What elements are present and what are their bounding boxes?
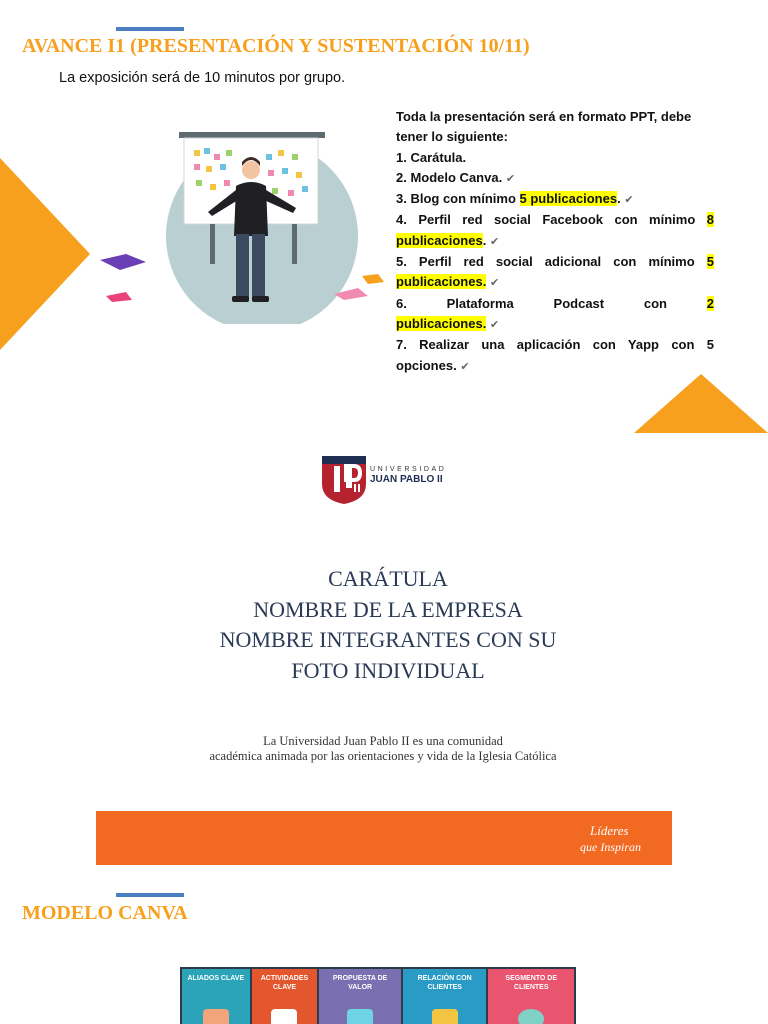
mission-line: académica animada por las orientaciones y vida de la Iglesia Católica <box>209 749 557 763</box>
canvas-block <box>403 969 487 1024</box>
title-accent-bar <box>116 27 184 31</box>
canvas-model-diagram <box>180 967 576 1024</box>
item-text: 5. Perfil red social adicional con mínimo <box>396 254 707 270</box>
highlighted-text: 8 publicaciones <box>396 212 714 248</box>
list-item <box>396 335 714 377</box>
canvas-block <box>182 969 250 1024</box>
list-item <box>396 294 714 336</box>
check-icon: ✔ <box>489 277 500 290</box>
canvas-block-label: RELACIÓN CON CLIENTES <box>417 975 472 991</box>
checklist-icon <box>271 1009 297 1024</box>
customer-icon <box>432 1009 458 1024</box>
canvas-block-label: ALIADOS CLAVE <box>187 975 245 982</box>
logo-text-name: JUAN PABLO II <box>370 474 443 485</box>
highlighted-text: 2 <box>706 295 714 311</box>
slide-modelo-canva <box>0 882 768 1024</box>
mission-line: La Universidad Juan Pablo II es una comunidad <box>263 734 503 748</box>
slide-title: MODELO CANVA <box>22 902 188 924</box>
cover-line: FOTO INDIVIDUAL <box>291 657 485 683</box>
check-icon: ✔ <box>489 235 500 248</box>
requirements-list <box>396 107 714 377</box>
title-accent-bar <box>116 893 184 897</box>
item-text: 7. Realizar una aplicación con Yapp con 5 opciones. <box>396 337 714 373</box>
item-text: 1. Carátula. <box>396 149 467 165</box>
canvas-block <box>252 969 318 1024</box>
diamond-icon <box>347 1009 373 1024</box>
mission-statement <box>0 734 766 764</box>
canvas-block <box>488 969 574 1024</box>
slide-avance <box>0 0 768 436</box>
canvas-block-label: PROPUESTA DE VALOR <box>332 975 388 991</box>
handshake-icon <box>203 1009 229 1024</box>
item-text: 3. Blog con mínimo <box>396 191 520 207</box>
university-logo-icon <box>320 452 368 504</box>
item-word: 6. <box>396 295 407 311</box>
pie-chart-icon <box>518 1009 544 1024</box>
canvas-block-label: SEGMENTO DE CLIENTES <box>505 975 558 991</box>
item-text: . <box>482 232 487 248</box>
slide-subtitle: La exposición será de 10 minutos por grupo. <box>59 70 346 86</box>
cover-line: CARÁTULA <box>328 566 448 591</box>
check-icon: ✔ <box>505 172 516 185</box>
canvas-block <box>319 969 401 1024</box>
check-icon: ✔ <box>489 318 500 331</box>
cover-line: NOMBRE INTEGRANTES CON SU <box>219 627 557 652</box>
highlighted-text: 5 publicaciones <box>519 191 618 207</box>
highlighted-text: 5 publicaciones. <box>396 254 714 290</box>
list-item <box>396 189 714 210</box>
slogan-logo <box>576 817 672 859</box>
item-word: Podcast <box>553 295 605 311</box>
canvas-block-label: ACTIVIDADES CLAVE <box>260 975 309 991</box>
cover-title <box>0 564 768 686</box>
item-text: 4. Perfil red social Facebook con mínimo <box>396 212 707 228</box>
list-item <box>396 210 714 252</box>
item-text: 2. Modelo Canva. <box>396 169 503 185</box>
slogan-line: Líderes <box>590 823 629 838</box>
item-text: . <box>617 191 621 207</box>
item-line-justified <box>396 294 714 314</box>
cover-line: NOMBRE DE LA EMPRESA <box>253 596 523 622</box>
highlighted-text: publicaciones. <box>396 315 487 331</box>
slide-caratula <box>0 436 768 882</box>
item-word: Plataforma <box>446 295 514 311</box>
slogan-line: que Inspiran <box>580 840 641 854</box>
logo-text-university: UNIVERSIDAD <box>370 466 447 473</box>
list-item <box>396 148 714 168</box>
decorative-triangle-left <box>0 158 90 350</box>
item-word: con <box>643 295 667 311</box>
presenter-illustration <box>96 124 392 324</box>
check-icon: ✔ <box>460 360 470 373</box>
decorative-triangle-right <box>634 374 768 433</box>
requirements-intro: Toda la presentación será en formato PPT, debe tener lo siguiente: <box>396 109 692 145</box>
list-item <box>396 252 714 294</box>
check-icon: ✔ <box>624 194 634 207</box>
list-item <box>396 168 714 189</box>
slide-title: AVANCE I1 (PRESENTACIÓN Y SUSTENTACIÓN 10/11) <box>22 35 530 57</box>
